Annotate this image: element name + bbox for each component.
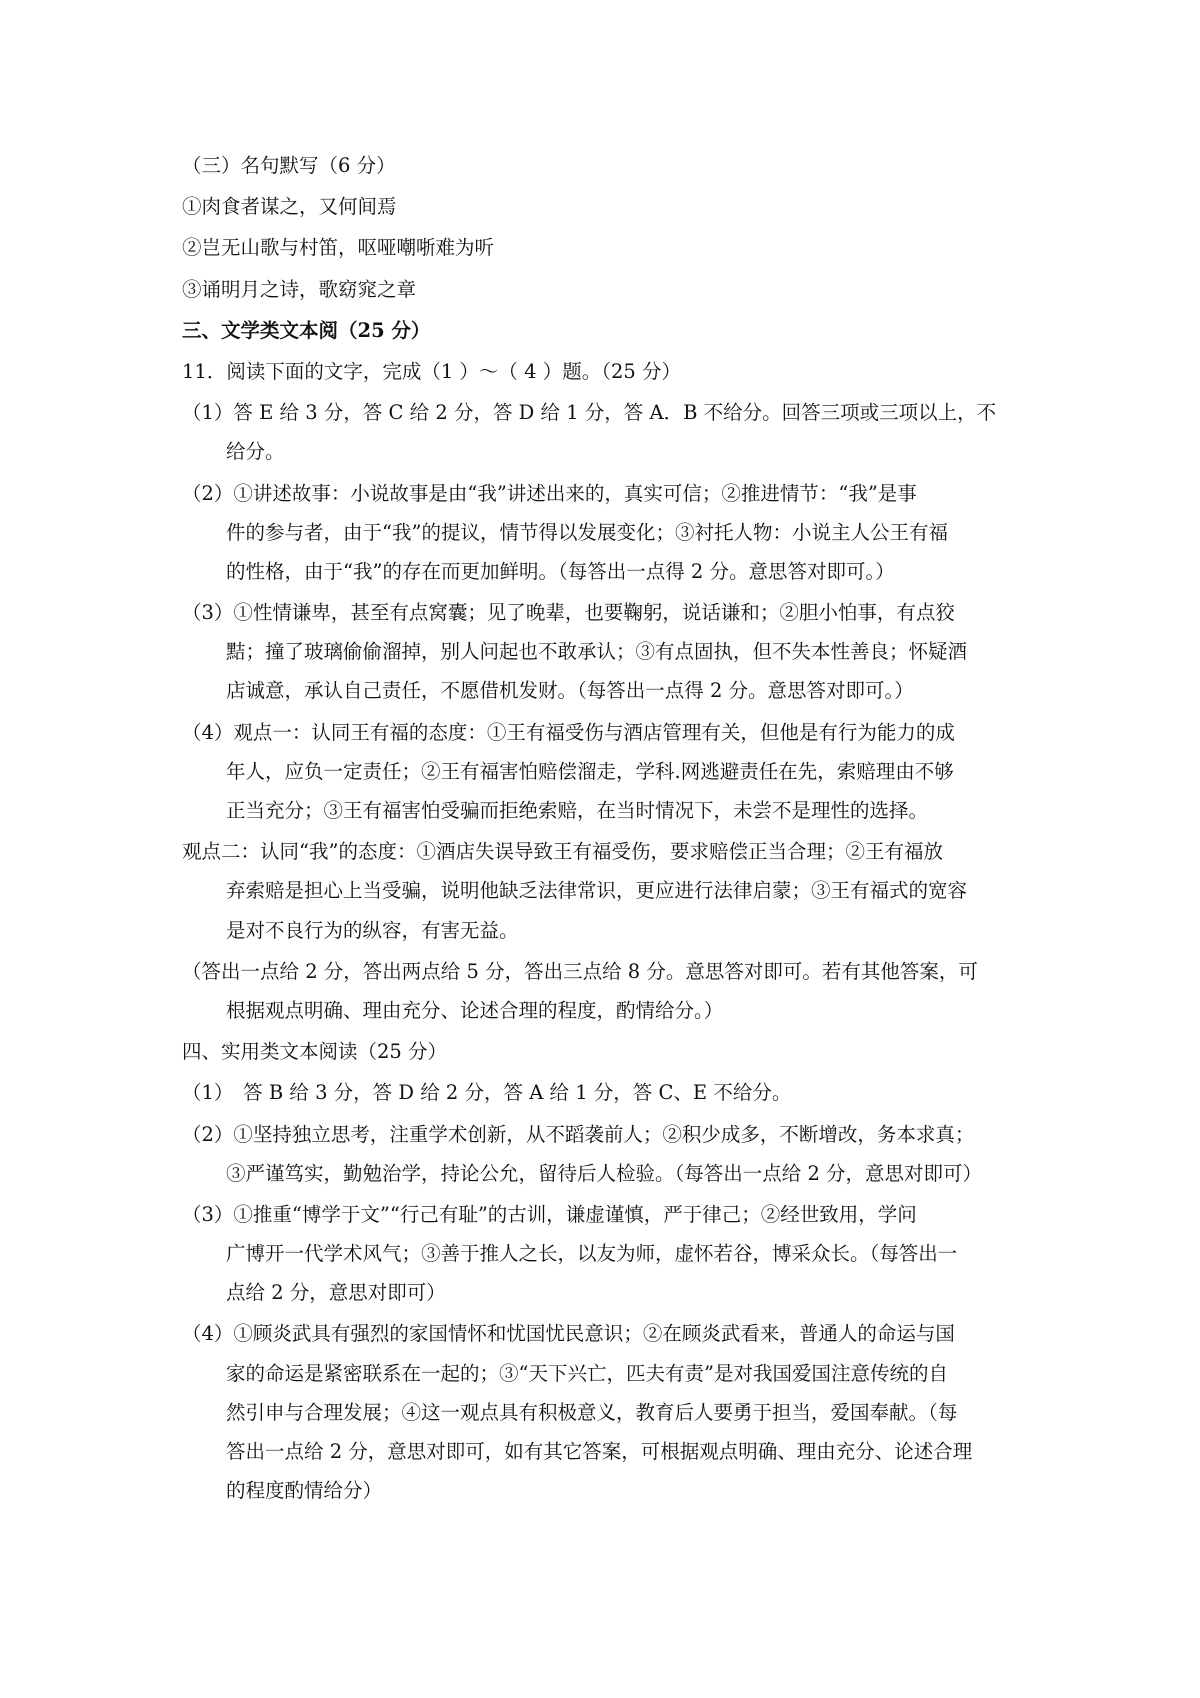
answer-block-q2	[182, 228, 1034, 267]
text-line: （3）①推重“博学于文”“行己有耻”的古训，谦虚谨慎，严于律己；②经世致用，学问	[182, 1202, 917, 1226]
text-line: （2）①坚持独立思考，注重学术创新，从不蹈袭前人；②积少成多，不断增改，务本求真；	[182, 1122, 975, 1146]
answer-block-h3	[182, 311, 1034, 350]
answer-block-a11-1	[182, 393, 1034, 471]
answer-sheet-page	[182, 144, 1034, 1510]
text-line: （2）①讲述故事：小说故事是由“我”讲述出来的，真实可信；②推进情节：“我”是事	[182, 481, 917, 505]
text-line: （1） 答 B 给 3 分，答 D 给 2 分，答 A 给 1 分，答 C、E 不给分。	[182, 1081, 792, 1105]
text-line: 正当充分；③王有福害怕受骗而拒绝索赔，在当时情况下，未尝不是理性的选择。	[226, 799, 929, 822]
text-line: 四、实用类文本阅读（25 分）	[182, 1040, 448, 1064]
text-line: ①肉食者谋之，又何间焉	[182, 195, 397, 219]
text-line: 件的参与者，由于“我”的提议，情节得以发展变化；③衬托人物：小说主人公王有福	[226, 520, 948, 544]
answer-block-a11-4a	[182, 713, 1034, 831]
text-line: 观点二：认同“我”的态度：①酒店失误导致王有福受伤，要求赔偿正当合理；②王有福放	[182, 840, 943, 864]
text-line: 点给 2 分，意思对即可）	[226, 1281, 446, 1305]
text-line: 的程度酌情给分）	[226, 1479, 383, 1503]
text-line: 弃索赔是担心上当受骗，说明他缺乏法律常识，更应进行法律启蒙；③王有福式的宽容	[226, 879, 968, 903]
text-line: 的性格，由于“我”的存在而更加鲜明。（每答出一点得 2 分。意思答对即可。）	[226, 559, 895, 583]
answer-block-q1	[182, 187, 1034, 226]
text-line: （答出一点给 2 分，答出两点给 5 分，答出三点给 8 分。意思答对即可。若有其他答案，可	[182, 959, 978, 983]
answer-block-s3	[182, 146, 1034, 185]
answer-block-a4-2	[182, 1115, 1034, 1193]
text-line: （3）①性情谦卑，甚至有点窝囊；见了晚辈，也要鞠躬，说话谦和；②胆小怕事，有点狡	[182, 601, 955, 625]
answer-block-q11	[182, 352, 1034, 391]
answer-block-q3	[182, 270, 1034, 309]
answer-block-a4-1	[182, 1073, 1034, 1112]
text-line: 黠；撞了玻璃偷偷溜掉，别人问起也不敢承认；③有点固执，但不失本性善良；怀疑酒	[226, 640, 968, 664]
text-line: （4）①顾炎武具有强烈的家国情怀和忧国忧民意识；②在顾炎武看来，普通人的命运与国	[182, 1322, 955, 1346]
answer-block-a4-3	[182, 1195, 1034, 1313]
text-line: ③诵明月之诗，歌窈窕之章	[182, 277, 417, 301]
text-line: （4）观点一：认同王有福的态度：①王有福受伤与酒店管理有关，但他是有行为能力的成	[182, 720, 955, 744]
text-line: 然引申与合理发展；④这一观点具有积极意义，教育后人要勇于担当，爱国奉献。（每	[226, 1400, 958, 1424]
text-line: 根据观点明确、理由充分、论述合理的程度，酌情给分。）	[226, 998, 724, 1022]
text-line: （三）名句默写（6 分）	[182, 154, 396, 177]
answer-block-a11-4c	[182, 952, 1034, 1030]
text-line: 三、文学类文本阅（25 分）	[182, 318, 431, 342]
answer-block-a11-2	[182, 474, 1034, 592]
answer-block-h4	[182, 1032, 1034, 1071]
text-line: 年人，应负一定责任；②王有福害怕赔偿溜走，学科.网逃避责任在先，索赔理由不够	[226, 759, 954, 783]
text-line: 是对不良行为的纵容，有害无益。	[226, 918, 519, 942]
answer-block-a4-4	[182, 1314, 1034, 1510]
text-line: 11．阅读下面的文字，完成（1 ）～（ 4 ）题。（25 分）	[182, 359, 681, 383]
text-line: 广博开一代学术风气；③善于推人之长，以友为师，虚怀若谷，博采众长。（每答出一	[226, 1242, 958, 1266]
text-line: 答出一点给 2 分，意思对即可，如有其它答案，可根据观点明确、理由充分、论述合理	[226, 1440, 973, 1463]
answer-block-a11-4b	[182, 832, 1034, 950]
text-line: ③严谨笃实，勤勉治学，持论公允，留待后人检验。（每答出一点给 2 分，意思对即可）	[226, 1161, 983, 1185]
text-line: 店诚意，承认自己责任，不愿借机发财。（每答出一点得 2 分。意思答对即可。）	[226, 679, 914, 703]
text-line: 家的命运是紧密联系在一起的；③“天下兴亡，匹夫有责”是对我国爱国注意传统的自	[226, 1361, 948, 1385]
answer-block-a11-3	[182, 593, 1034, 711]
text-line: ②岂无山歌与村笛，呕哑嘲哳难为听	[182, 236, 495, 260]
text-line: （1）答 E 给 3 分，答 C 给 2 分，答 D 给 1 分，答 A．B 不给分。回答三项或三项以上，不	[182, 401, 997, 425]
text-line: 给分。	[226, 440, 285, 464]
